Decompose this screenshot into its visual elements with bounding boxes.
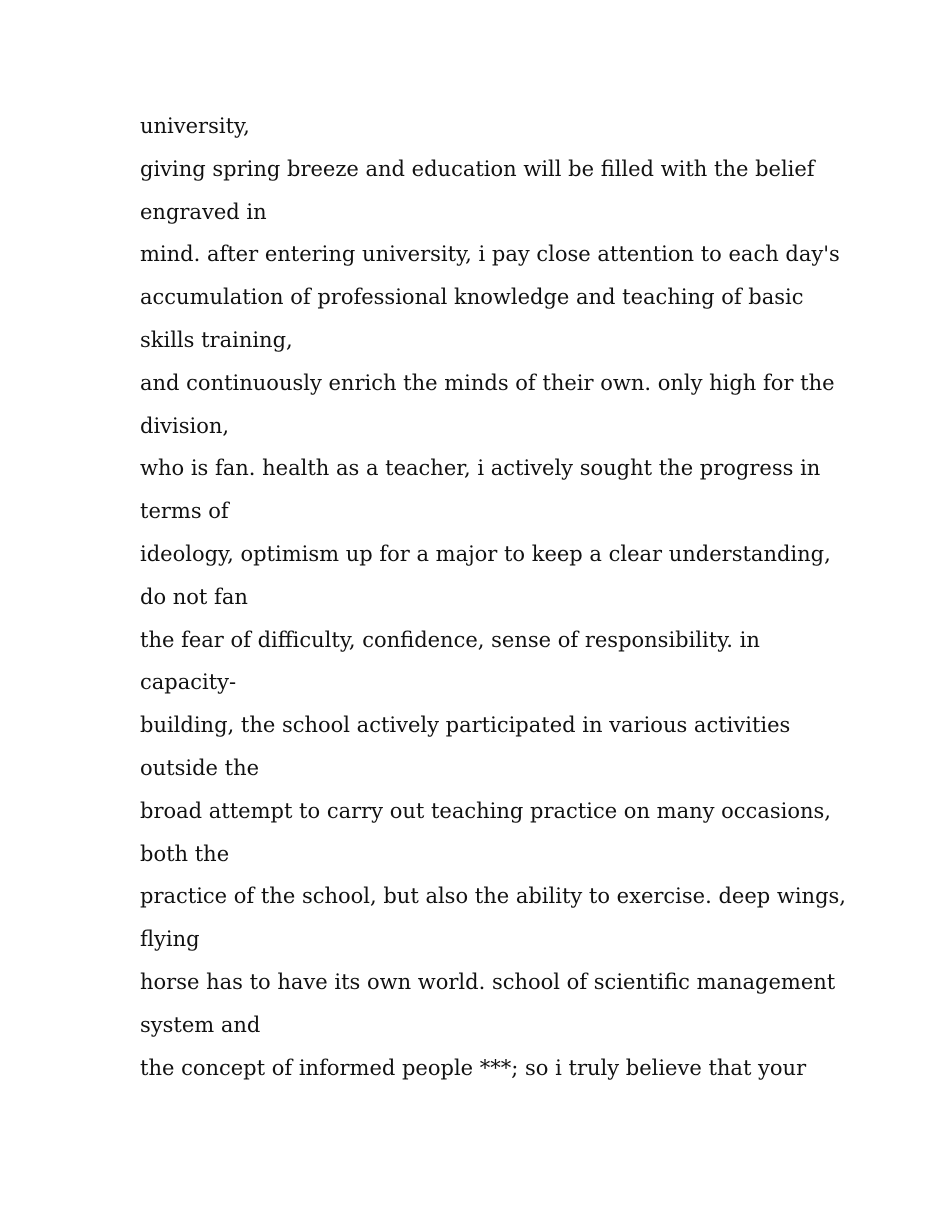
text-line: mind. after entering university, i pay close attention to each day's	[140, 242, 840, 267]
text-line: division,	[140, 413, 230, 438]
text-line: practice of the school, but also the ability to exercise. deep wings,	[140, 884, 846, 909]
text-line: university,	[140, 114, 250, 138]
text-line: horse has to have its own world. school of scientific management	[140, 969, 836, 994]
text-line: engraved in	[140, 199, 267, 224]
text-line: capacity-	[140, 670, 237, 695]
text-line: accumulation of professional knowledge and teaching of basic	[140, 285, 804, 310]
text-line: skills training,	[140, 327, 293, 352]
text-line: flying	[140, 927, 200, 952]
text-line: broad attempt to carry out teaching practice on many occasions,	[140, 798, 831, 823]
text-line: giving spring breeze and education will be filled with the belief	[140, 156, 815, 181]
text-line: terms of	[140, 499, 229, 524]
text-line: the concept of informed people ***; so i truly believe that your	[140, 1055, 807, 1080]
text-line: outside the	[140, 755, 260, 780]
text-line: ideology, optimism up for a major to keep a clear understanding,	[140, 541, 831, 566]
text-line: who is fan. health as a teacher, i actively sought the progress in	[140, 456, 821, 481]
text-line: system and	[140, 1012, 261, 1037]
text-line: do not fan	[140, 584, 248, 609]
body-text	[140, 105, 846, 1089]
text-line: and continuously enrich the minds of their own. only high for the	[140, 370, 835, 395]
text-line: building, the school actively participated in various activities	[140, 713, 791, 738]
text-line: both the	[140, 841, 230, 866]
text-line: the fear of difficulty, confidence, sense of responsibility. in	[140, 627, 760, 652]
